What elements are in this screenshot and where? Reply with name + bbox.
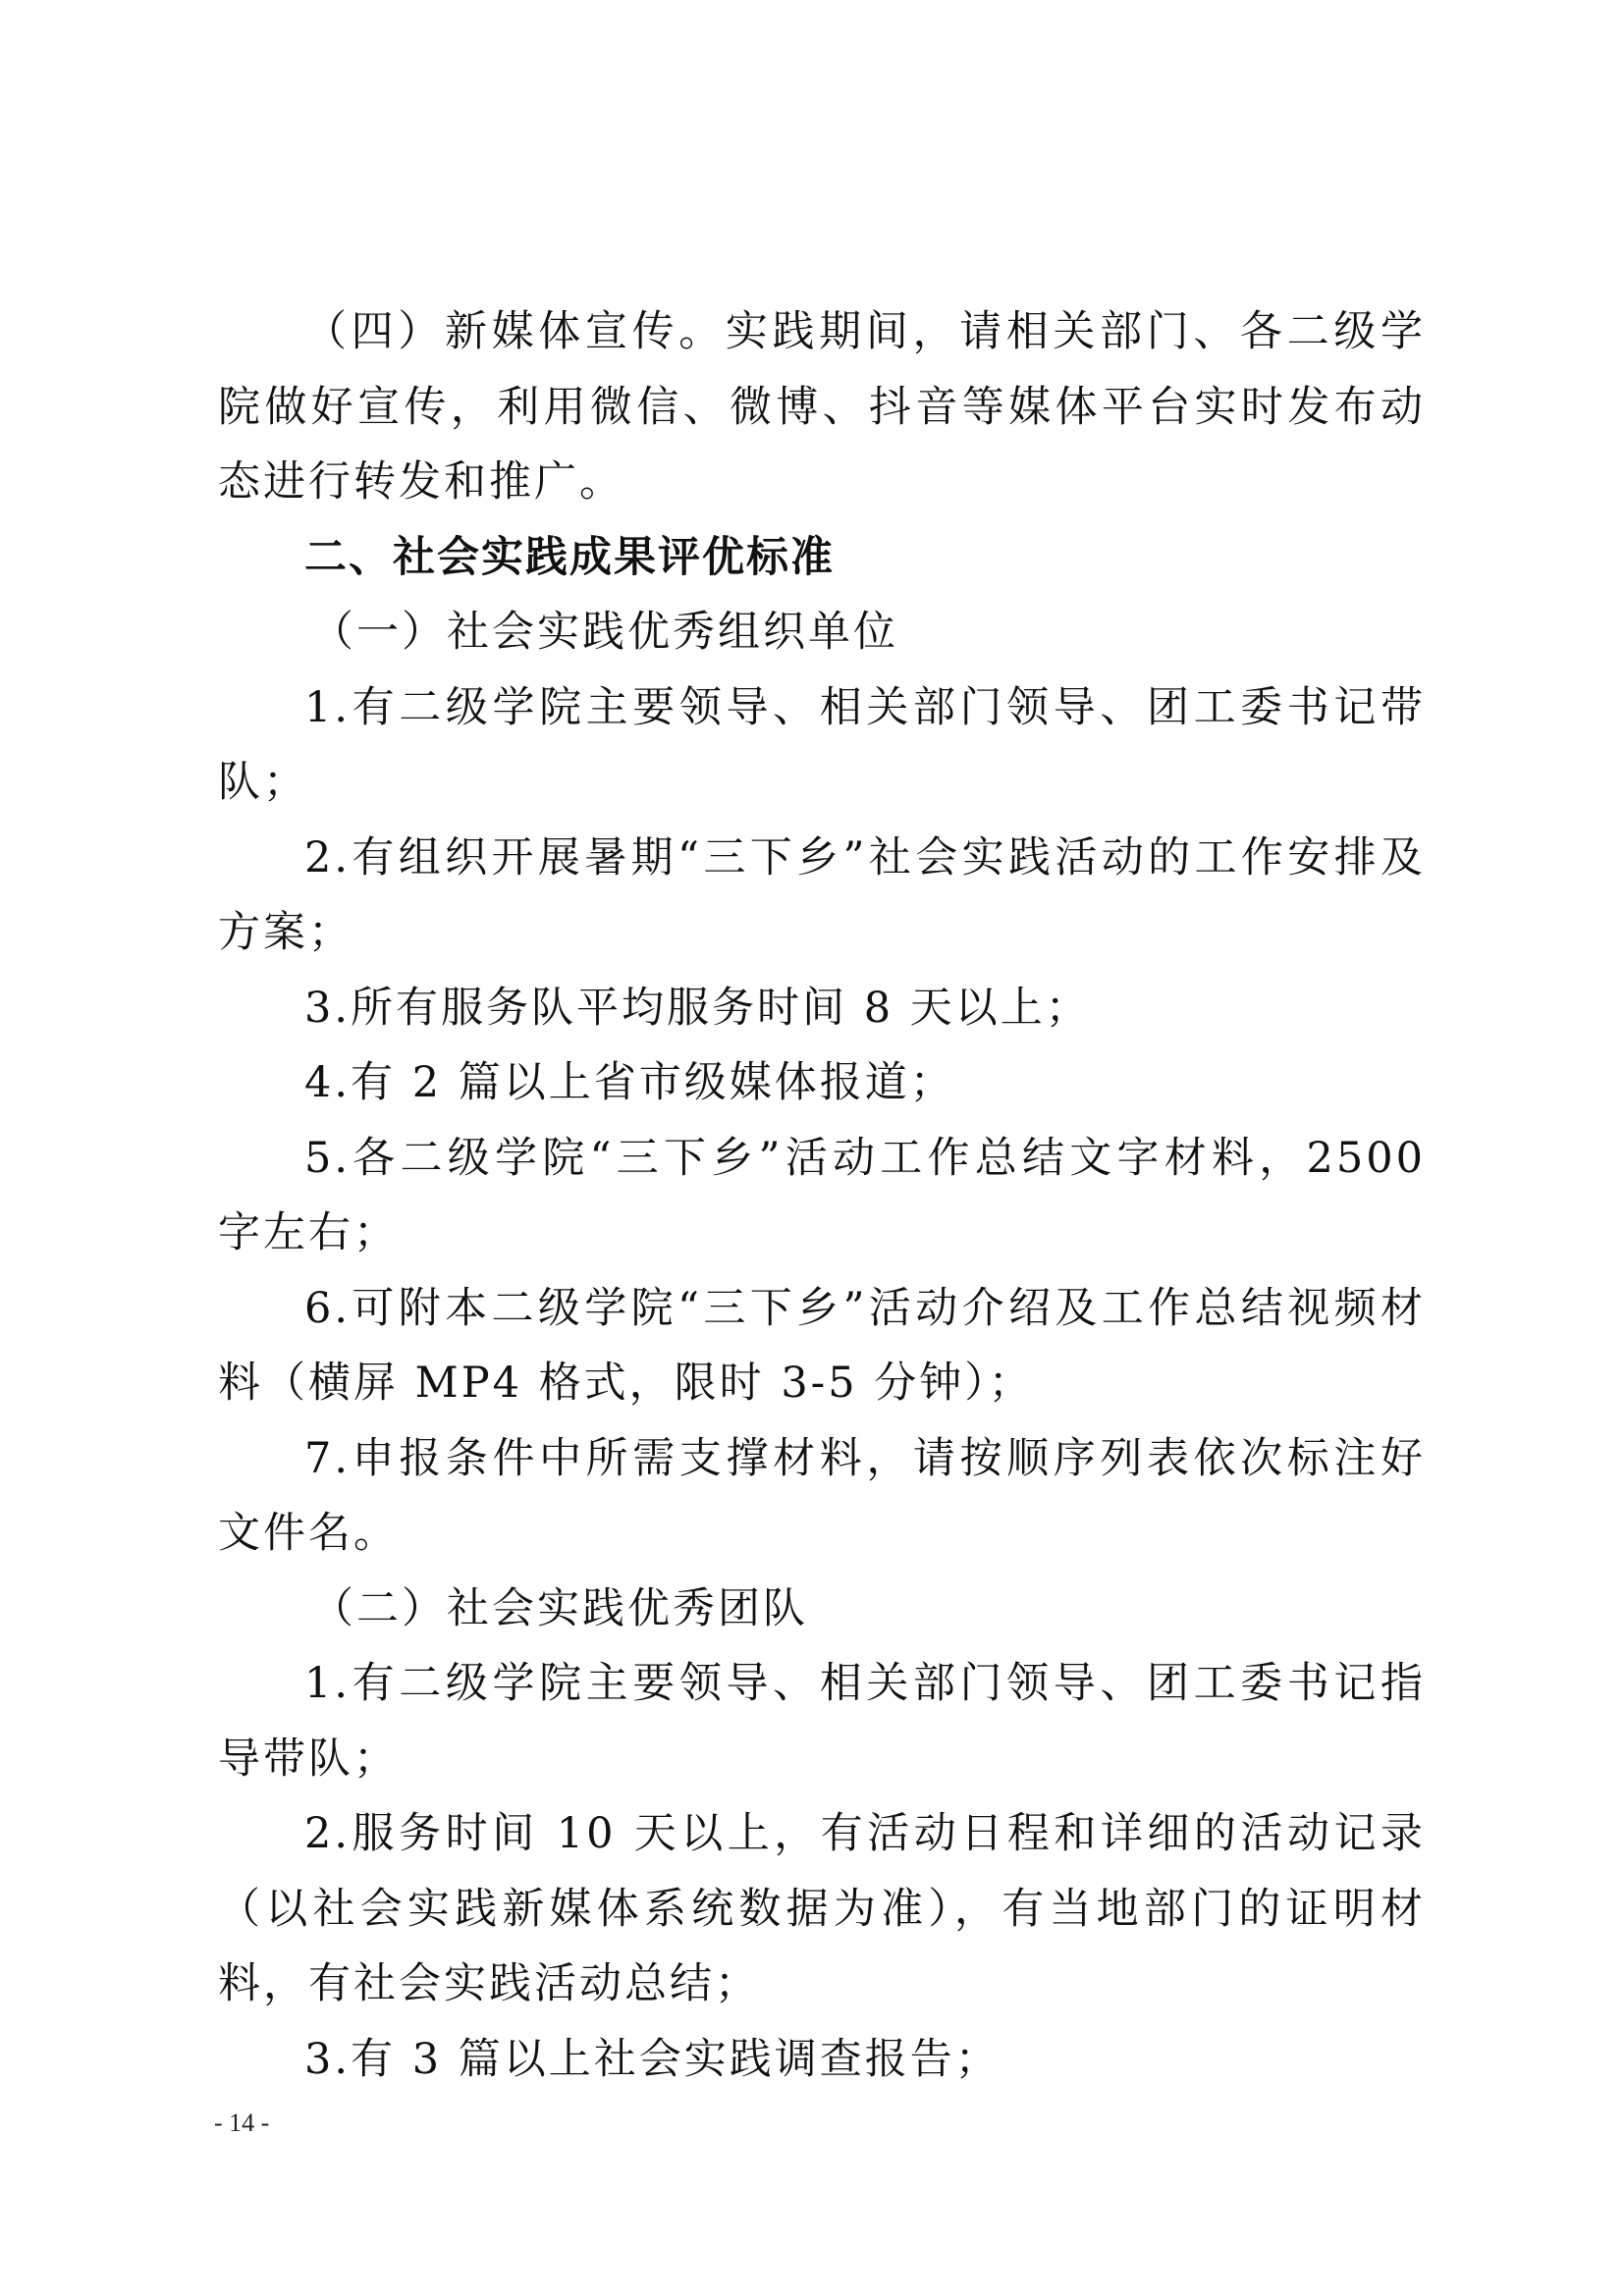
list-item: 2.服务时间 10 天以上，有活动日程和详细的活动记录（以社会实践新媒体系统数据为准），有当地部门的证明材料，有社会实践活动总结； [218, 1809, 1426, 2008]
list-item: 1.有二级学院主要领导、相关部门领导、团工委书记带队； [218, 682, 1426, 807]
list-item: 6.可附本二级学院“三下乡”活动介绍及工作总结视频材料（横屏 MP4 格式，限时 3-5 分钟）； [218, 1283, 1426, 1408]
list-item: 4.有 2 篇以上省市级媒体报道； [304, 1058, 955, 1107]
list-item: 5.各二级学院“三下乡”活动工作总结文字材料，2500 字左右； [218, 1133, 1426, 1257]
list-item: 1.有二级学院主要领导、相关部门领导、团工委书记指导带队； [218, 1659, 1426, 1784]
list-item: 3.所有服务队平均服务时间 8 天以上； [304, 983, 1091, 1033]
document-body [218, 294, 1426, 2097]
subsection-heading-organization: （一）社会实践优秀组织单位 [311, 608, 898, 657]
section-heading: 二、社会实践成果评优标准 [304, 532, 835, 582]
list-item: 3.有 3 篇以上社会实践调查报告； [304, 2034, 1001, 2084]
list-item: 7.申报条件中所需支撑材料，请按顺序列表依次标注好文件名。 [218, 1433, 1426, 1558]
subsection-heading-team: （二）社会实践优秀团队 [311, 1583, 808, 1633]
paragraph-new-media: （四）新媒体宣传。实践期间，请相关部门、各二级学院做好宣传，利用微信、微博、抖音等媒体平台实时发布动态进行转发和推广。 [218, 307, 1426, 507]
list-item: 2.有组织开展暑期“三下乡”社会实践活动的工作安排及方案； [218, 832, 1426, 957]
page-number: - 14 - [214, 2109, 270, 2137]
